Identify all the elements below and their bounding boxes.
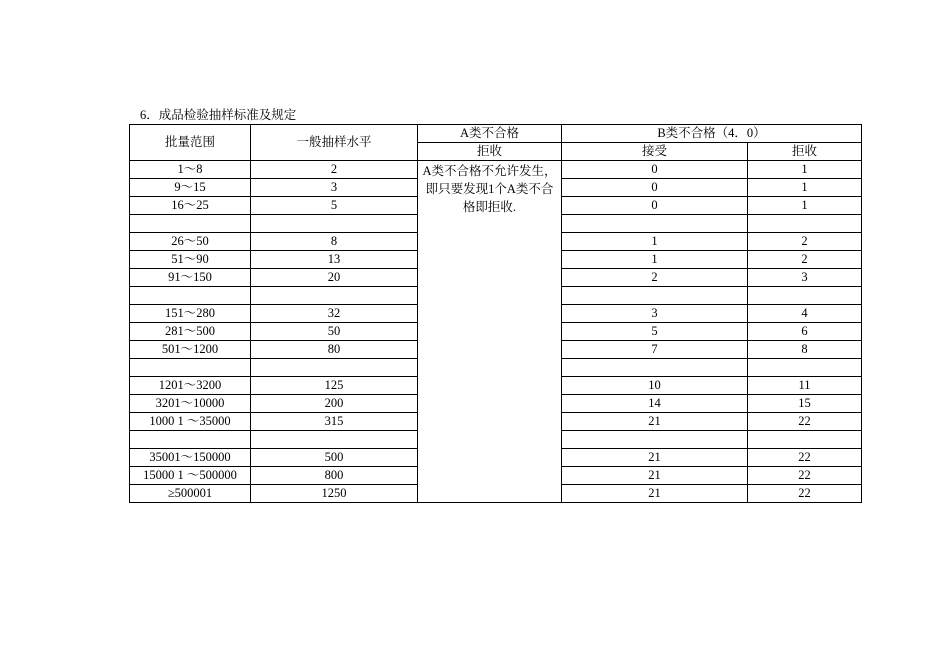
b-accept-cell: 5 [562, 323, 748, 341]
b-accept-cell [562, 287, 748, 305]
sample-size-cell: 315 [251, 413, 418, 431]
header-class-a: A类不合格 [418, 125, 562, 143]
sample-size-cell: 20 [251, 269, 418, 287]
lot-range-cell: 91～150 [130, 269, 251, 287]
b-accept-cell [562, 431, 748, 449]
b-accept-cell: 10 [562, 377, 748, 395]
lot-range-cell: 16～25 [130, 197, 251, 215]
header-b-reject: 拒收 [748, 143, 862, 161]
lot-range-cell: 151～280 [130, 305, 251, 323]
b-accept-cell: 14 [562, 395, 748, 413]
sample-size-cell: 500 [251, 449, 418, 467]
b-reject-cell [748, 215, 862, 233]
b-reject-cell: 22 [748, 449, 862, 467]
lot-range-cell: ≥500001 [130, 485, 251, 503]
b-accept-cell: 21 [562, 485, 748, 503]
sample-size-cell: 800 [251, 467, 418, 485]
b-accept-cell: 21 [562, 467, 748, 485]
b-reject-cell: 22 [748, 467, 862, 485]
section-title: 6．成品检验抽样标准及规定 [140, 108, 297, 122]
b-accept-cell: 0 [562, 179, 748, 197]
b-reject-cell: 2 [748, 233, 862, 251]
class-a-rule-note: A类不合格不允许发生，即只要发现1个A类不合格即拒收. [418, 161, 562, 503]
lot-range-cell: 51～90 [130, 251, 251, 269]
b-accept-cell: 7 [562, 341, 748, 359]
b-reject-cell: 22 [748, 413, 862, 431]
b-reject-cell: 15 [748, 395, 862, 413]
header-lot-range: 批量范围 [130, 125, 251, 161]
b-reject-cell: 6 [748, 323, 862, 341]
b-accept-cell: 21 [562, 449, 748, 467]
sample-size-cell: 13 [251, 251, 418, 269]
header-row-1 [130, 125, 862, 143]
header-b-accept: 接受 [562, 143, 748, 161]
header-a-reject: 拒收 [418, 143, 562, 161]
sample-size-cell [251, 359, 418, 377]
sampling-standard-table [129, 124, 862, 503]
b-reject-cell: 1 [748, 179, 862, 197]
table-row [130, 161, 862, 179]
sample-size-cell: 125 [251, 377, 418, 395]
b-reject-cell: 1 [748, 161, 862, 179]
b-reject-cell: 11 [748, 377, 862, 395]
b-accept-cell: 0 [562, 161, 748, 179]
sample-size-cell: 80 [251, 341, 418, 359]
lot-range-cell [130, 215, 251, 233]
sample-size-cell: 200 [251, 395, 418, 413]
lot-range-cell [130, 359, 251, 377]
sample-size-cell: 1250 [251, 485, 418, 503]
b-accept-cell: 3 [562, 305, 748, 323]
b-accept-cell: 21 [562, 413, 748, 431]
lot-range-cell: 15000 1 ～500000 [130, 467, 251, 485]
table-body [130, 125, 862, 503]
sample-size-cell: 50 [251, 323, 418, 341]
sample-size-cell: 8 [251, 233, 418, 251]
lot-range-cell: 35001～150000 [130, 449, 251, 467]
b-accept-cell: 0 [562, 197, 748, 215]
sample-size-cell [251, 431, 418, 449]
lot-range-cell: 1～8 [130, 161, 251, 179]
lot-range-cell [130, 431, 251, 449]
sample-size-cell [251, 215, 418, 233]
header-sampling-level: 一般抽样水平 [251, 125, 418, 161]
b-accept-cell: 2 [562, 269, 748, 287]
sample-size-cell: 5 [251, 197, 418, 215]
b-accept-cell [562, 359, 748, 377]
lot-range-cell: 26～50 [130, 233, 251, 251]
b-reject-cell [748, 431, 862, 449]
lot-range-cell: 281～500 [130, 323, 251, 341]
sample-size-cell [251, 287, 418, 305]
b-accept-cell: 1 [562, 233, 748, 251]
b-reject-cell [748, 287, 862, 305]
lot-range-cell: 1201～3200 [130, 377, 251, 395]
b-accept-cell [562, 215, 748, 233]
sample-size-cell: 2 [251, 161, 418, 179]
header-class-b: B类不合格（4．0） [562, 125, 862, 143]
b-reject-cell: 2 [748, 251, 862, 269]
b-reject-cell: 1 [748, 197, 862, 215]
lot-range-cell: 3201～10000 [130, 395, 251, 413]
sample-size-cell: 32 [251, 305, 418, 323]
b-reject-cell: 22 [748, 485, 862, 503]
sample-size-cell: 3 [251, 179, 418, 197]
b-reject-cell: 3 [748, 269, 862, 287]
b-reject-cell: 4 [748, 305, 862, 323]
b-reject-cell [748, 359, 862, 377]
lot-range-cell [130, 287, 251, 305]
lot-range-cell: 1000 1 ～35000 [130, 413, 251, 431]
b-reject-cell: 8 [748, 341, 862, 359]
b-accept-cell: 1 [562, 251, 748, 269]
lot-range-cell: 501～1200 [130, 341, 251, 359]
lot-range-cell: 9～15 [130, 179, 251, 197]
